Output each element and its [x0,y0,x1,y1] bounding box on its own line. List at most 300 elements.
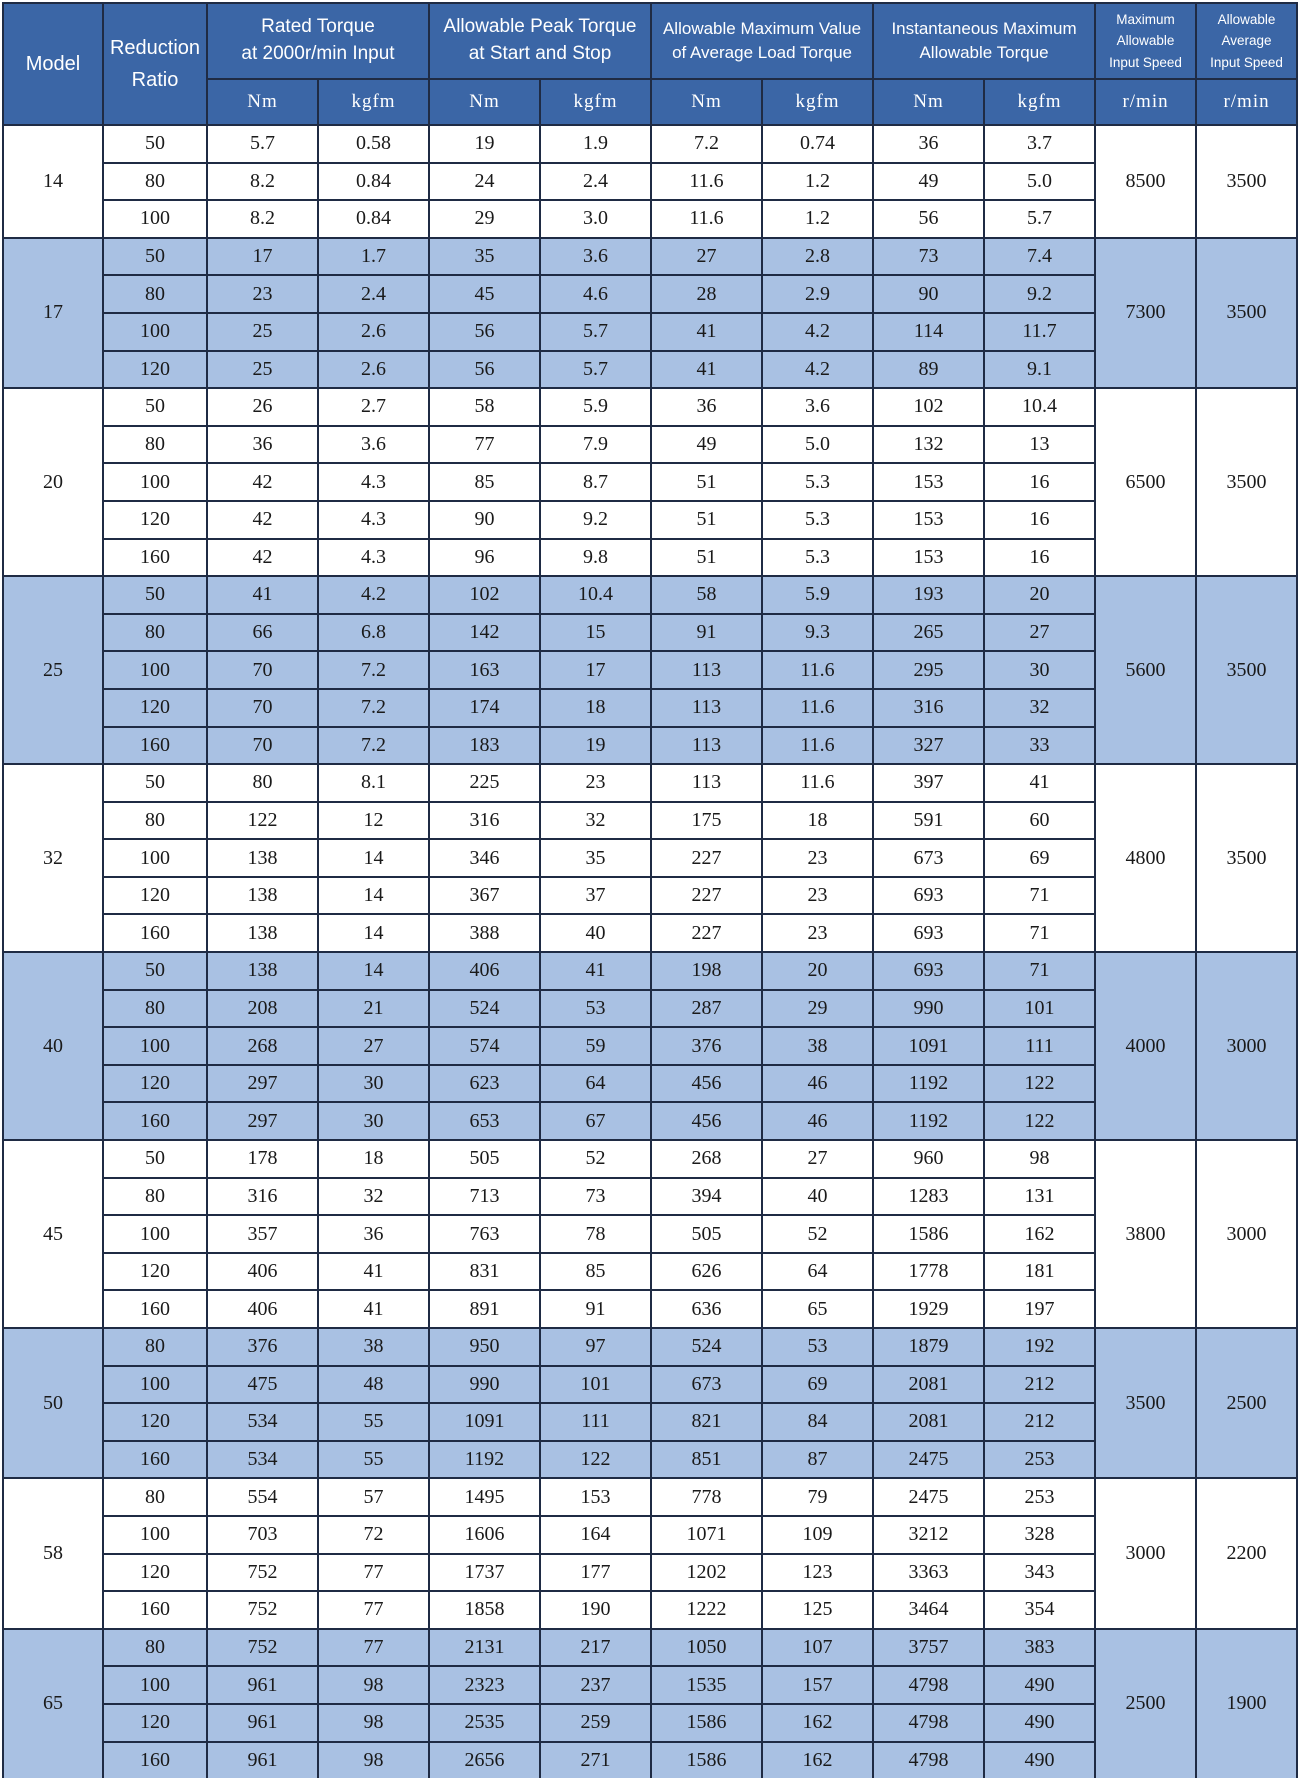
value-cell: 752 [207,1591,318,1629]
value-cell: 0.74 [762,125,873,163]
ratio-cell: 160 [103,727,207,765]
value-cell: 60 [984,802,1095,840]
torque-spec-table [2,2,1298,1778]
value-cell: 193 [873,576,984,614]
ratio-cell: 160 [103,1102,207,1140]
value-cell: 4798 [873,1704,984,1742]
max-speed-cell: 8500 [1095,125,1196,238]
value-cell: 10.4 [984,388,1095,426]
ratio-cell: 80 [103,1178,207,1216]
value-cell: 4.6 [540,275,651,313]
value-cell: 14 [318,877,429,915]
value-cell: 1091 [873,1027,984,1065]
value-cell: 259 [540,1704,651,1742]
ratio-cell: 100 [103,1027,207,1065]
value-cell: 33 [984,727,1095,765]
value-cell: 383 [984,1629,1095,1667]
value-cell: 490 [984,1704,1095,1742]
model-group [3,125,1297,238]
ratio-cell: 120 [103,877,207,915]
value-cell: 2.9 [762,275,873,313]
ratio-cell: 50 [103,238,207,276]
value-cell: 69 [984,839,1095,877]
ratio-cell: 80 [103,990,207,1028]
value-cell: 1202 [651,1554,762,1592]
value-cell: 475 [207,1366,318,1404]
value-cell: 394 [651,1178,762,1216]
value-cell: 67 [540,1102,651,1140]
value-cell: 490 [984,1666,1095,1704]
value-cell: 208 [207,990,318,1028]
value-cell: 763 [429,1215,540,1253]
table-row [3,1478,1297,1516]
value-cell: 287 [651,990,762,1028]
header-maxspeed-line-2: Allowable [1116,33,1175,49]
value-cell: 821 [651,1403,762,1441]
value-cell: 7.2 [318,689,429,727]
value-cell: 778 [651,1478,762,1516]
max-speed-cell: 3500 [1095,1328,1196,1478]
unit-rated-nm: Nm [207,79,318,125]
value-cell: 316 [429,802,540,840]
value-cell: 357 [207,1215,318,1253]
value-cell: 1.7 [318,238,429,276]
value-cell: 960 [873,1140,984,1178]
value-cell: 29 [429,200,540,238]
value-cell: 2475 [873,1478,984,1516]
value-cell: 5.3 [762,463,873,501]
value-cell: 14 [318,839,429,877]
value-cell: 591 [873,802,984,840]
model-group [3,1328,1297,1478]
value-cell: 1.9 [540,125,651,163]
value-cell: 89 [873,351,984,389]
header-avgspeed-line-1: Allowable [1217,11,1276,27]
value-cell: 1495 [429,1478,540,1516]
value-cell: 990 [429,1366,540,1404]
value-cell: 23 [762,877,873,915]
value-cell: 961 [207,1742,318,1778]
value-cell: 85 [429,463,540,501]
model-cell: 14 [3,125,103,238]
value-cell: 18 [540,689,651,727]
value-cell: 113 [651,727,762,765]
value-cell: 27 [651,238,762,276]
value-cell: 7.4 [984,238,1095,276]
value-cell: 157 [762,1666,873,1704]
value-cell: 1192 [429,1441,540,1479]
value-cell: 574 [429,1027,540,1065]
value-cell: 1050 [651,1629,762,1667]
ratio-cell: 80 [103,802,207,840]
value-cell: 163 [429,651,540,689]
value-cell: 53 [762,1328,873,1366]
value-cell: 164 [540,1516,651,1554]
model-cell: 32 [3,764,103,952]
value-cell: 80 [207,764,318,802]
ratio-cell: 50 [103,125,207,163]
value-cell: 0.84 [318,163,429,201]
value-cell: 96 [429,539,540,577]
value-cell: 2.6 [318,313,429,351]
value-cell: 109 [762,1516,873,1554]
header-rated-line-2: at 2000r/min Input [241,43,395,64]
value-cell: 9.1 [984,351,1095,389]
ratio-cell: 120 [103,1554,207,1592]
value-cell: 16 [984,539,1095,577]
header-rated-torque [207,3,429,79]
value-cell: 505 [651,1215,762,1253]
table-row [3,1328,1297,1366]
header-avgspeed-line-2: Average [1221,33,1272,49]
value-cell: 53 [540,990,651,1028]
value-cell: 237 [540,1666,651,1704]
value-cell: 84 [762,1403,873,1441]
value-cell: 490 [984,1742,1095,1778]
value-cell: 113 [651,689,762,727]
value-cell: 41 [540,952,651,990]
value-cell: 5.9 [540,388,651,426]
value-cell: 5.7 [540,351,651,389]
value-cell: 1535 [651,1666,762,1704]
value-cell: 217 [540,1629,651,1667]
value-cell: 114 [873,313,984,351]
value-cell: 125 [762,1591,873,1629]
value-cell: 41 [651,313,762,351]
model-cell: 50 [3,1328,103,1478]
value-cell: 162 [984,1215,1095,1253]
value-cell: 406 [207,1290,318,1328]
value-cell: 57 [318,1478,429,1516]
value-cell: 138 [207,914,318,952]
value-cell: 524 [651,1328,762,1366]
value-cell: 7.2 [318,651,429,689]
value-cell: 45 [429,275,540,313]
avg-speed-cell: 3000 [1196,1140,1297,1328]
value-cell: 1606 [429,1516,540,1554]
value-cell: 153 [540,1478,651,1516]
ratio-cell: 120 [103,1065,207,1103]
value-cell: 20 [984,576,1095,614]
value-cell: 78 [540,1215,651,1253]
value-cell: 122 [540,1441,651,1479]
value-cell: 397 [873,764,984,802]
value-cell: 40 [540,914,651,952]
value-cell: 961 [207,1666,318,1704]
value-cell: 5.7 [207,125,318,163]
value-cell: 25 [207,313,318,351]
ratio-cell: 80 [103,1629,207,1667]
value-cell: 23 [207,275,318,313]
header-row-titles [3,3,1297,79]
header-instantaneous-torque [873,3,1095,79]
value-cell: 253 [984,1441,1095,1479]
value-cell: 15 [540,614,651,652]
ratio-cell: 50 [103,1140,207,1178]
value-cell: 11.6 [762,727,873,765]
value-cell: 71 [984,952,1095,990]
value-cell: 79 [762,1478,873,1516]
ratio-cell: 50 [103,952,207,990]
unit-inst-nm: Nm [873,79,984,125]
header-avg-line-1: Allowable Maximum Value [662,19,862,39]
value-cell: 623 [429,1065,540,1103]
header-avgspeed-line-3: Input Speed [1210,54,1283,70]
value-cell: 123 [762,1554,873,1592]
value-cell: 71 [984,877,1095,915]
value-cell: 346 [429,839,540,877]
unit-inst-kgfm: kgfm [984,79,1095,125]
value-cell: 1071 [651,1516,762,1554]
value-cell: 225 [429,764,540,802]
value-cell: 64 [762,1253,873,1291]
table-row [3,576,1297,614]
value-cell: 6.8 [318,614,429,652]
header-avg-line-2: of Average Load Torque [672,43,852,62]
avg-speed-cell: 2500 [1196,1328,1297,1478]
value-cell: 11.6 [651,200,762,238]
value-cell: 4798 [873,1742,984,1778]
value-cell: 1586 [651,1704,762,1742]
header-inst-line-1: Instantaneous Maximum [891,19,1077,39]
value-cell: 66 [207,614,318,652]
model-cell: 20 [3,388,103,576]
value-cell: 0.58 [318,125,429,163]
value-cell: 19 [540,727,651,765]
header-maxspeed-line-3: Input Speed [1109,54,1182,70]
value-cell: 30 [984,651,1095,689]
value-cell: 51 [651,463,762,501]
value-cell: 91 [540,1290,651,1328]
value-cell: 56 [873,200,984,238]
value-cell: 174 [429,689,540,727]
value-cell: 271 [540,1742,651,1778]
value-cell: 4.3 [318,501,429,539]
unit-max-speed: r/min [1095,79,1196,125]
value-cell: 51 [651,501,762,539]
header-ratio-line-1: Reduction [109,37,201,59]
model-group [3,576,1297,764]
value-cell: 87 [762,1441,873,1479]
header-peak-torque [429,3,651,79]
value-cell: 3.0 [540,200,651,238]
value-cell: 70 [207,689,318,727]
value-cell: 713 [429,1178,540,1216]
value-cell: 3.7 [984,125,1095,163]
avg-speed-cell: 2200 [1196,1478,1297,1628]
table-row [3,388,1297,426]
value-cell: 98 [318,1704,429,1742]
value-cell: 101 [540,1366,651,1404]
value-cell: 0.84 [318,200,429,238]
model-group [3,1478,1297,1628]
value-cell: 177 [540,1554,651,1592]
value-cell: 23 [762,839,873,877]
value-cell: 183 [429,727,540,765]
max-speed-cell: 3800 [1095,1140,1196,1328]
value-cell: 752 [207,1554,318,1592]
max-speed-cell: 7300 [1095,238,1196,388]
value-cell: 27 [318,1027,429,1065]
header-rated-line-1: Rated Torque [261,16,375,38]
ratio-cell: 100 [103,200,207,238]
avg-speed-cell: 3000 [1196,952,1297,1140]
model-group [3,764,1297,952]
value-cell: 851 [651,1441,762,1479]
header-max-input-speed [1095,3,1196,79]
ratio-cell: 100 [103,1516,207,1554]
header-maxspeed-line-1: Maximum [1116,11,1175,27]
header-inst-line-2: Allowable Torque [919,43,1049,62]
value-cell: 227 [651,914,762,952]
ratio-cell: 100 [103,463,207,501]
value-cell: 388 [429,914,540,952]
value-cell: 891 [429,1290,540,1328]
value-cell: 376 [651,1027,762,1065]
value-cell: 2535 [429,1704,540,1742]
header-average-load-torque [651,3,873,79]
value-cell: 48 [318,1366,429,1404]
ratio-cell: 120 [103,1253,207,1291]
table-row [3,125,1297,163]
model-group [3,1140,1297,1328]
max-speed-cell: 6500 [1095,388,1196,576]
ratio-cell: 80 [103,163,207,201]
model-cell: 40 [3,952,103,1140]
value-cell: 30 [318,1065,429,1103]
value-cell: 142 [429,614,540,652]
value-cell: 3757 [873,1629,984,1667]
value-cell: 1283 [873,1178,984,1216]
value-cell: 1858 [429,1591,540,1629]
value-cell: 11.6 [762,764,873,802]
value-cell: 8.2 [207,200,318,238]
value-cell: 162 [762,1742,873,1778]
value-cell: 534 [207,1403,318,1441]
value-cell: 2.8 [762,238,873,276]
value-cell: 1222 [651,1591,762,1629]
value-cell: 673 [873,839,984,877]
value-cell: 41 [318,1253,429,1291]
value-cell: 11.6 [762,651,873,689]
avg-speed-cell: 1900 [1196,1629,1297,1778]
value-cell: 65 [762,1290,873,1328]
max-speed-cell: 5600 [1095,576,1196,764]
value-cell: 38 [762,1027,873,1065]
value-cell: 1.2 [762,163,873,201]
value-cell: 456 [651,1102,762,1140]
value-cell: 122 [207,802,318,840]
ratio-cell: 160 [103,914,207,952]
unit-avg-nm: Nm [651,79,762,125]
value-cell: 36 [873,125,984,163]
value-cell: 138 [207,839,318,877]
value-cell: 268 [651,1140,762,1178]
ratio-cell: 80 [103,1328,207,1366]
value-cell: 52 [540,1140,651,1178]
value-cell: 16 [984,463,1095,501]
value-cell: 91 [651,614,762,652]
model-group [3,238,1297,388]
value-cell: 9.2 [540,501,651,539]
value-cell: 98 [984,1140,1095,1178]
value-cell: 90 [429,501,540,539]
value-cell: 212 [984,1403,1095,1441]
value-cell: 56 [429,313,540,351]
value-cell: 11.7 [984,313,1095,351]
value-cell: 162 [762,1704,873,1742]
value-cell: 13 [984,426,1095,464]
value-cell: 70 [207,651,318,689]
value-cell: 554 [207,1478,318,1516]
value-cell: 132 [873,426,984,464]
value-cell: 32 [318,1178,429,1216]
ratio-cell: 50 [103,576,207,614]
ratio-cell: 160 [103,1441,207,1479]
value-cell: 5.3 [762,501,873,539]
value-cell: 4798 [873,1666,984,1704]
value-cell: 1929 [873,1290,984,1328]
value-cell: 316 [207,1178,318,1216]
value-cell: 23 [540,764,651,802]
value-cell: 1586 [873,1215,984,1253]
value-cell: 49 [651,426,762,464]
value-cell: 14 [318,914,429,952]
table-row [3,764,1297,802]
value-cell: 58 [429,388,540,426]
value-cell: 9.2 [984,275,1095,313]
max-speed-cell: 4000 [1095,952,1196,1140]
value-cell: 673 [651,1366,762,1404]
ratio-cell: 160 [103,1591,207,1629]
value-cell: 4.2 [762,313,873,351]
value-cell: 41 [207,576,318,614]
value-cell: 5.3 [762,539,873,577]
value-cell: 8.2 [207,163,318,201]
value-cell: 406 [429,952,540,990]
ratio-cell: 120 [103,1403,207,1441]
value-cell: 55 [318,1403,429,1441]
value-cell: 831 [429,1253,540,1291]
value-cell: 36 [207,426,318,464]
value-cell: 456 [651,1065,762,1103]
header-avg-input-speed [1196,3,1297,79]
value-cell: 46 [762,1102,873,1140]
value-cell: 138 [207,877,318,915]
value-cell: 3212 [873,1516,984,1554]
value-cell: 626 [651,1253,762,1291]
value-cell: 2.4 [318,275,429,313]
value-cell: 138 [207,952,318,990]
value-cell: 181 [984,1253,1095,1291]
value-cell: 21 [318,990,429,1028]
value-cell: 77 [318,1554,429,1592]
value-cell: 42 [207,501,318,539]
table-row [3,952,1297,990]
table-row [3,1140,1297,1178]
model-cell: 58 [3,1478,103,1628]
value-cell: 35 [540,839,651,877]
value-cell: 653 [429,1102,540,1140]
value-cell: 59 [540,1027,651,1065]
value-cell: 703 [207,1516,318,1554]
unit-peak-kgfm: kgfm [540,79,651,125]
value-cell: 990 [873,990,984,1028]
value-cell: 3363 [873,1554,984,1592]
value-cell: 3464 [873,1591,984,1629]
unit-avg-kgfm: kgfm [762,79,873,125]
value-cell: 7.2 [651,125,762,163]
